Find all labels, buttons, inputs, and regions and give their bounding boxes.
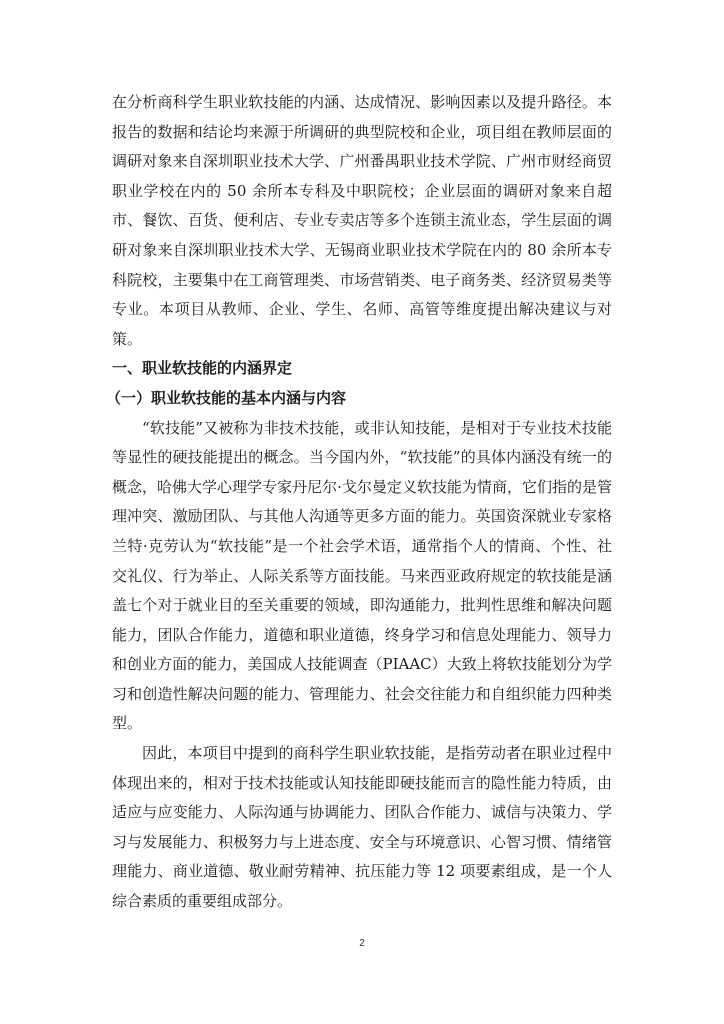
- intro-paragraph: 在分析商科学生职业软技能的内涵、达成情况、影响因素以及提升路径。本报告的数据和结论均来源于所调研的典型院校和企业，项目组在教师层面的调研对象来自深圳职业技术大学、广州番禺职业技术学院、广州市财经商贸职业学校在内的 50 余所本专科及中职院校；企业层面的调研对象来自超市、餐饮、百货、便利店、专业专卖店等多个连锁主流业态，学生层面的调研对象来自深圳职业技术大学、无锡商业职业技术学院在内的 80 余所本专科院校，主要集中在工商管理类、市场营销类、电子商务类、经济贸易类等专业。本项目从教师、企业、学生、名师、高管等维度提出解决建议与对策。: [112, 93, 612, 348]
- paragraph-project-definition: 因此，本项目中提到的商科学生职业软技能，是指劳动者在职业过程中体现出来的，相对于技术技能或认知技能即硬技能而言的隐性能力特质，由适应与应变能力、人际沟通与协调能力、团队合作能力、诚信与决策力、学习与发展能力、积极努力与上进态度、安全与环境意识、心智习惯、情绪管理能力、商业道德、敬业耐劳精神、抗压能力等 12 项要素组成，是一个人综合素质的重要组成部分。: [112, 744, 612, 911]
- section-heading: 一、职业软技能的内涵界定: [112, 359, 293, 378]
- page-number: 2: [359, 938, 365, 949]
- body-text: [106, 88, 612, 917]
- paragraph-soft-skills-definition: “软技能”又被称为非技术技能，或非认知技能，是相对于专业技术技能等显性的硬技能提出的概念。当今国内外，“软技能”的具体内涵没有统一的概念，哈佛大学心理学专家丹尼尔·戈尔曼定义软技能为情商，它们指的是管理冲突、激励团队、与其他人沟通等更多方面的能力。英国资深就业专家格兰特·克劳认为“软技能”是一个社会学术语，通常指个人的情商、个性、社交礼仪、行为举止、人际关系等方面技能。马来西亚政府规定的软技能是涵盖七个对于就业目的至关重要的领域，即沟通能力，批判性思维和解决问题能力，团队合作能力，道德和职业道德，终身学习和信息处理能力、领导力和创业方面的能力，美国成人技能调查（PIAAC）大致上将软技能划分为学习和创造性解决问题的能力、管理能力、社会交往能力和自组织能力四种类型。: [112, 418, 612, 733]
- subsection-heading: （一）职业软技能的基本内涵与内容: [106, 388, 347, 407]
